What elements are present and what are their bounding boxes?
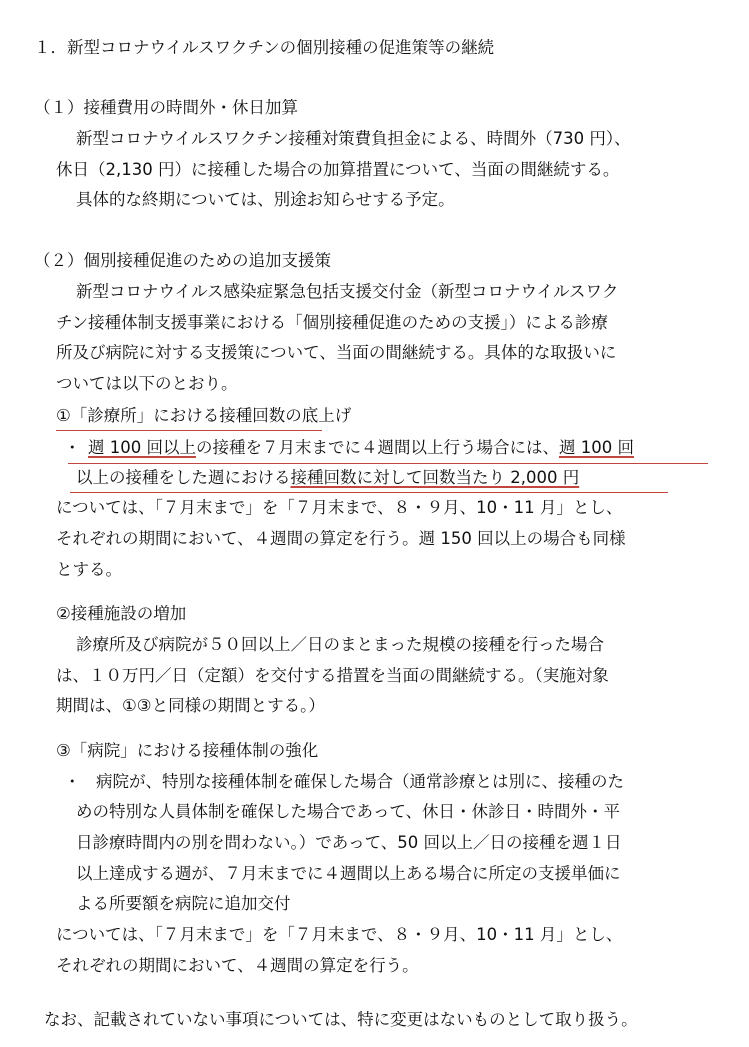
item-1-divider-line: [68, 463, 708, 464]
item-3-line-6: については、「７月末まで」を「７月末まで、８・９月、10・11 月」とし、: [56, 925, 623, 944]
highlight-weekly-100-2: 週 100 回: [558, 438, 634, 457]
section-1-line-1: 新型コロナウイルスワクチン接種対策費負担金による、時間外（730 円）、: [76, 129, 631, 148]
item-2-title: ②接種施設の増加: [56, 604, 187, 623]
item-1-line-4: それぞれの期間において、４週間の算定を行う。週 150 回以上の場合も同様: [56, 529, 626, 548]
section-1-title: （１）接種費用の時間外・休日加算: [34, 98, 298, 117]
item-3-title: ③「病院」における接種体制の強化: [56, 741, 319, 760]
item-3-line-3: 日診療時間内の別を問わない。）であって、50 回以上／日の接種を週１日: [76, 833, 622, 852]
item-2-line-3: 期間は、①③と同様の期間とする。）: [56, 696, 325, 715]
item-2-line-1: 診療所及び病院が５０回以上／日のまとまった規模の接種を行った場合: [76, 635, 604, 654]
item-3-bullet: ・: [64, 772, 81, 791]
item-1-underline-2: [70, 492, 668, 493]
item-1-title-underline: [56, 430, 322, 431]
item-3-line-4: 以上達成する週が、７月末までに４週間以上ある場合に所定の支援単価に: [76, 864, 621, 883]
item-3-line-1: 病院が、特別な接種体制を確保した場合（通常診療とは別に、接種のた: [96, 772, 624, 791]
section-2-title: （２）個別接種促進のための追加支援策: [34, 251, 331, 270]
item-1-bullet: ・: [64, 438, 81, 457]
item-1-title: ①「診療所」における接種回数の底上げ: [56, 406, 352, 425]
section-2-line-4: ついては以下のとおり。: [56, 374, 238, 393]
document-heading: １．新型コロナウイルスワクチンの個別接種の促進策等の継続: [34, 38, 495, 57]
item-1-line-1: 週 100 回以上の接種を７月末までに４週間以上行う場合には、週 100 回: [88, 438, 634, 457]
section-1-line-2: 休日（2,130 円）に接種した場合の加算措置について、当面の間継続する。: [56, 160, 620, 179]
section-2-line-1: 新型コロナウイルス感染症緊急包括支援交付金（新型コロナウイルスワク: [76, 282, 619, 301]
section-1-line-3: 具体的な終期については、別途お知らせする予定。: [76, 190, 455, 209]
item-3-line-2: めの特別な人員体制を確保した場合であって、休日・休診日・時間外・平: [76, 802, 621, 821]
highlight-per-dose-2000: 接種回数に対して回数当たり 2,000 円: [290, 468, 580, 487]
section-2-line-3: 所及び病院に対する支援策について、当面の間継続する。具体的な取扱いに: [56, 343, 617, 362]
item-3-line-5: よる所要額を病院に追加交付: [76, 894, 291, 913]
item-2-line-2: は、１０万円／日（定額）を交付する措置を当面の間継続する。（実施対象: [56, 666, 609, 685]
item-1-line-3: については、「７月末まで」を「７月末まで、８・９月、10・11 月」とし、: [56, 498, 623, 517]
section-2-line-2: チン接種体制支援事業における「個別接種促進のための支援」）による診療: [56, 313, 608, 332]
item-1-line-2: 以上の接種をした週における接種回数に対して回数当たり 2,000 円: [76, 468, 580, 487]
footer-note: なお、記載されていない事項については、特に変更はないものとして取り扱う。: [44, 1010, 638, 1029]
item-3-line-7: それぞれの期間において、４週間の算定を行う。: [56, 956, 419, 975]
highlight-weekly-100: 週 100 回以上: [88, 438, 196, 457]
item-1-line-5: とする。: [56, 560, 122, 579]
